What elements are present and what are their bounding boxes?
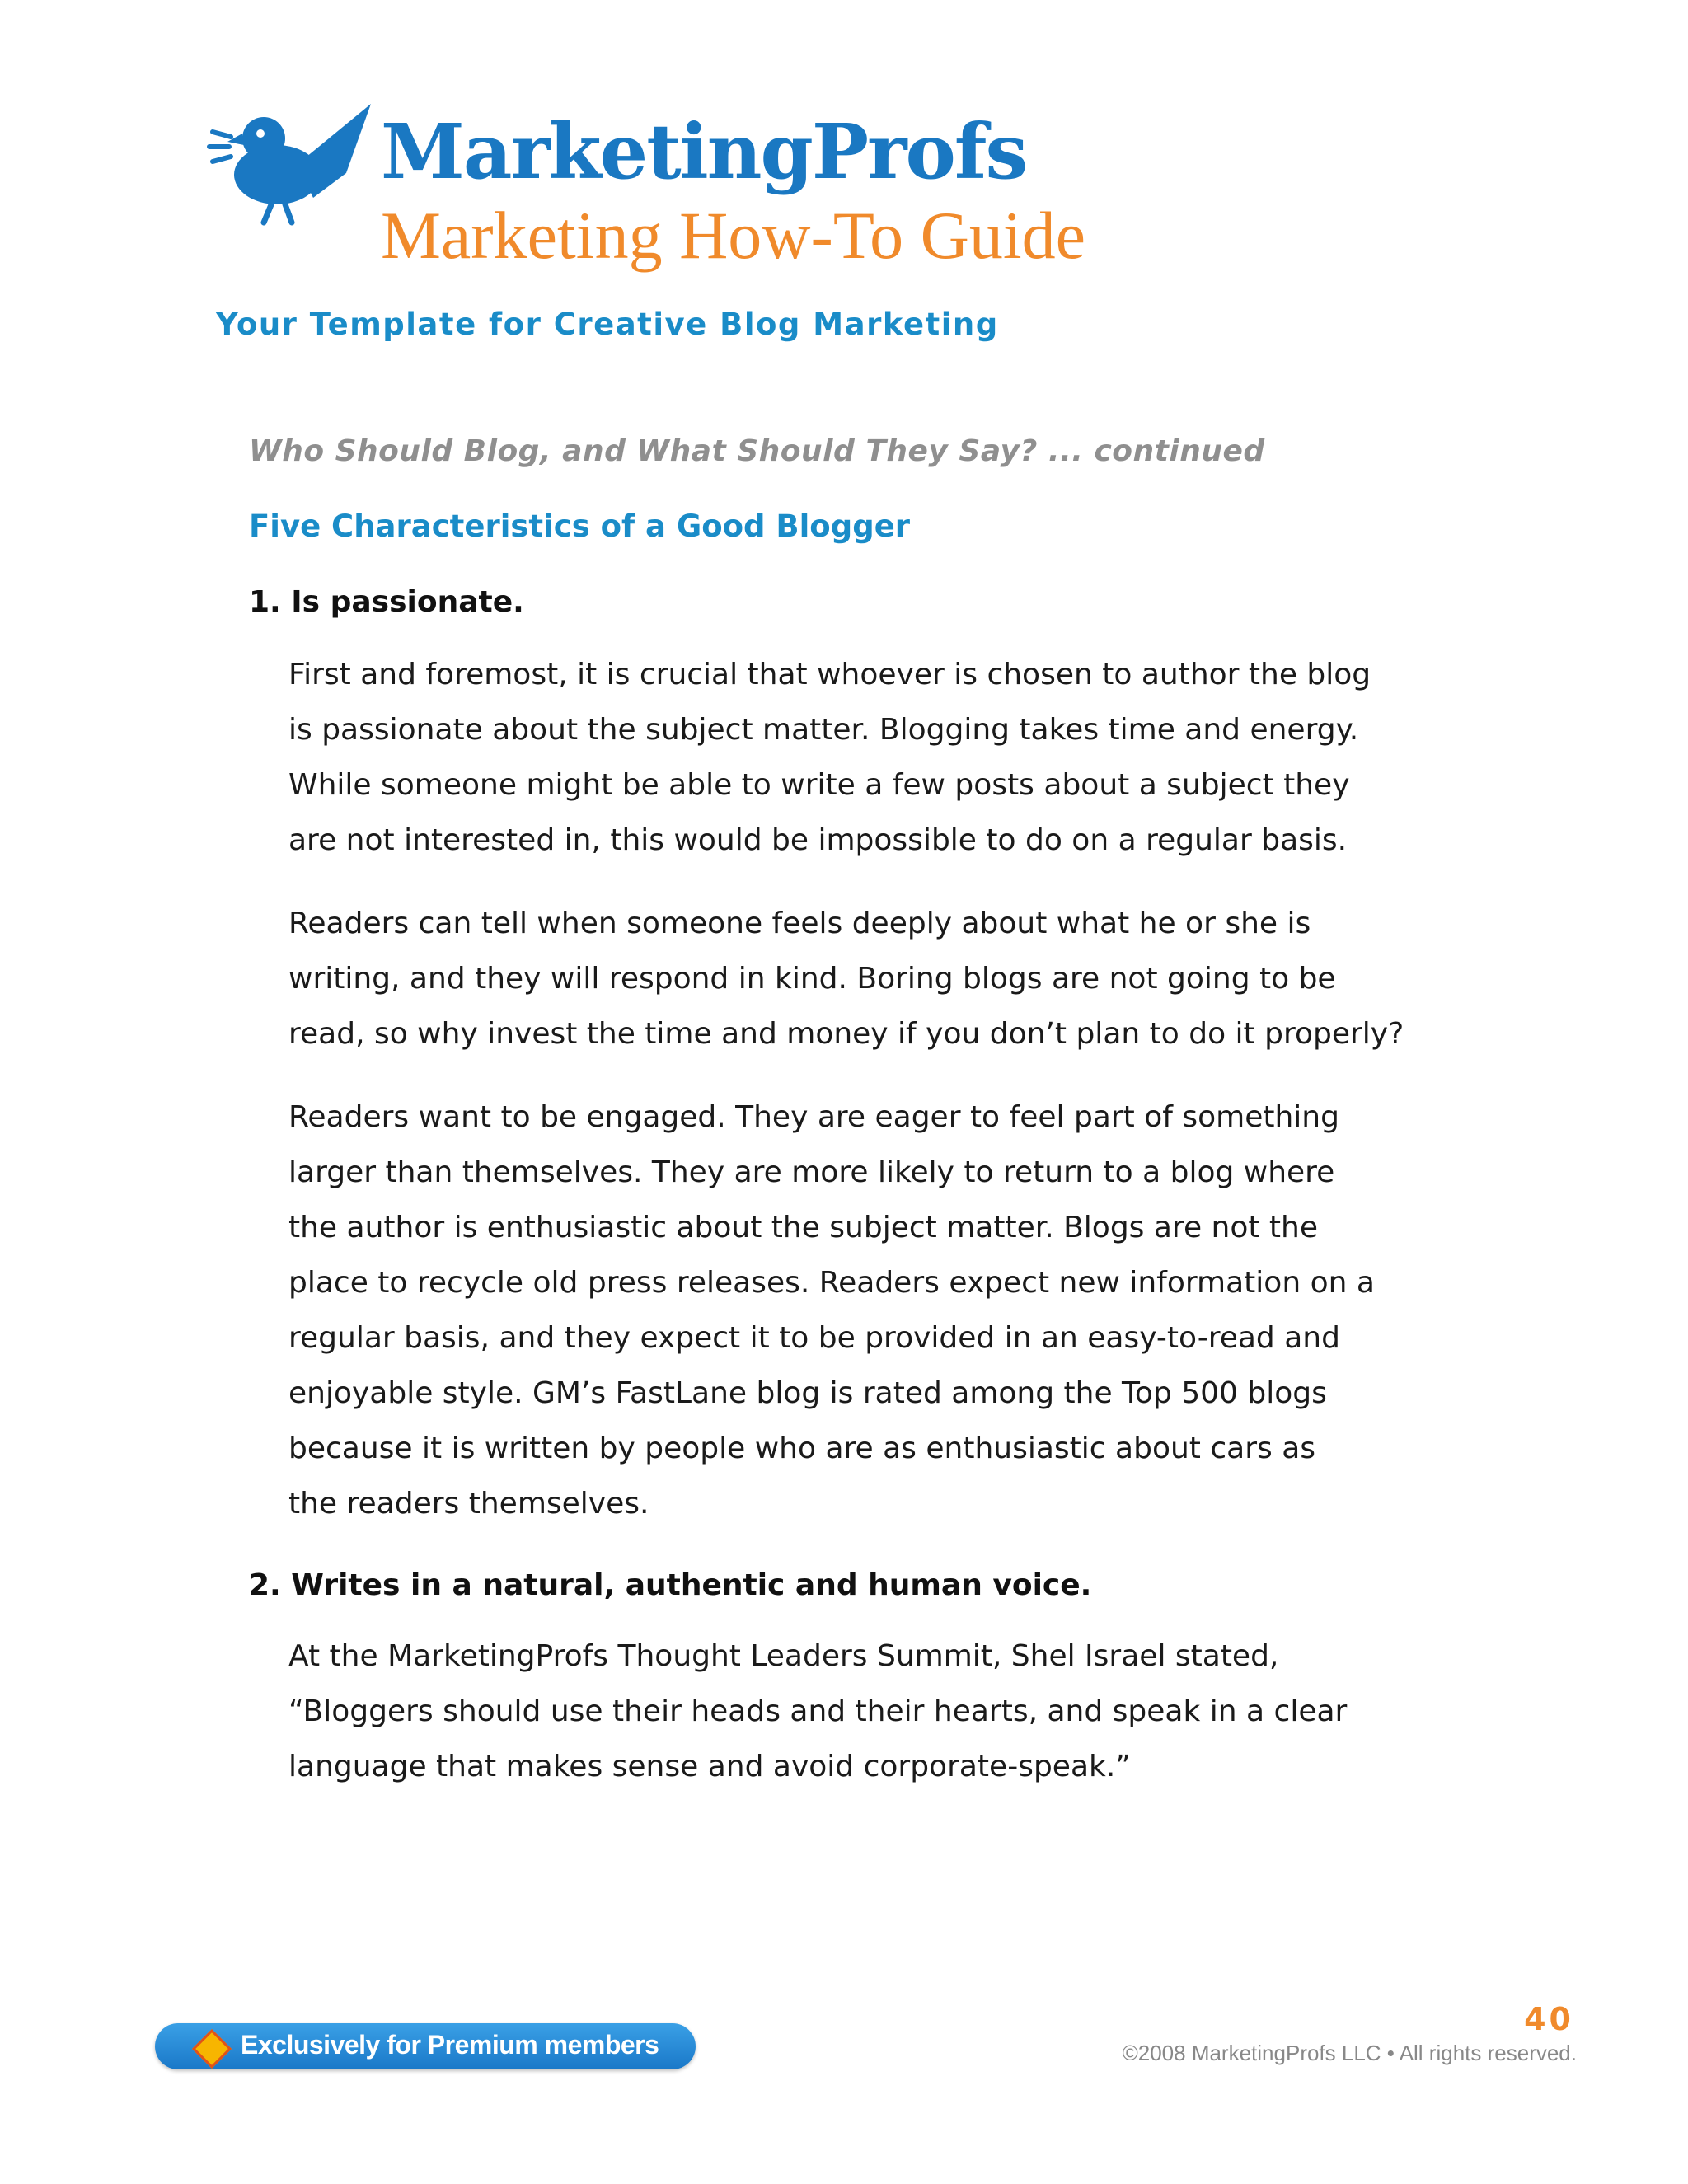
paragraph-line: are not interested in, this would be impossible to do on a regular basis. [288,823,1348,857]
paragraph-line: because it is written by people who are as enthusiastic about cars as [288,1432,1316,1465]
paragraph-line: writing, and they will respond in kind. Boring blogs are not going to be [288,962,1336,996]
paragraph-line: read, so why invest the time and money if you don’t plan to do it properly? [288,1017,1404,1051]
paragraph-line: regular basis, and they expect it to be provided in an easy-to-read and [288,1321,1340,1355]
paragraph-3 [288,1090,1475,1531]
paragraph-line: the author is enthusiastic about the subject matter. Blogs are not the [288,1211,1319,1244]
marketingprofs-logo [206,99,1113,280]
paragraph-line: is passionate about the subject matter. Blogging takes time and energy. [288,713,1359,747]
paragraph-line: language that makes sense and avoid corporate-speak.” [288,1750,1131,1783]
diamond-icon [192,2029,232,2069]
paragraph-line: enjoyable style. GM’s FastLane blog is rated among the Top 500 blogs [288,1376,1327,1410]
continued-heading: Who Should Blog, and What Should They Say? ... continued [249,434,1265,468]
item-heading-2: 2. Writes in a natural, authentic and human voice. [249,1568,1092,1602]
copyright-notice: ©2008 MarketingProfs LLC • All rights reserved. [1122,2041,1577,2065]
paragraph-4 [288,1629,1475,1794]
paragraph-1 [288,647,1475,868]
paragraph-line: place to recycle old press releases. Readers expect new information on a [288,1266,1375,1300]
section-title: Five Characteristics of a Good Blogger [249,509,911,544]
premium-label: Exclusively for Premium members [241,2030,659,2060]
page-number: 40 [1524,2001,1574,2037]
paragraph-line: larger than themselves. They are more likely to return to a blog where [288,1155,1335,1189]
guide-title: Marketing How-To Guide [381,198,1086,273]
premium-members-badge [155,2023,696,2069]
bird-logo-icon [206,99,379,231]
paragraph-2 [288,896,1475,1062]
item-heading-1: 1. Is passionate. [249,585,524,619]
paragraph-line: Readers want to be engaged. They are eager to feel part of something [288,1100,1339,1134]
document-subtitle: Your Template for Creative Blog Marketing [216,307,999,342]
paragraph-line: While someone might be able to write a few posts about a subject they [288,768,1350,802]
paragraph-line: At the MarketingProfs Thought Leaders Summit, Shel Israel stated, [288,1639,1279,1673]
paragraph-line: First and foremost, it is crucial that whoever is chosen to author the blog [288,658,1372,691]
paragraph-line: Readers can tell when someone feels deeply about what he or she is [288,907,1311,940]
paragraph-line: “Bloggers should use their heads and their hearts, and speak in a clear [288,1694,1348,1728]
brand-name: MarketingProfs [381,107,1027,196]
paragraph-line: the readers themselves. [288,1487,649,1521]
